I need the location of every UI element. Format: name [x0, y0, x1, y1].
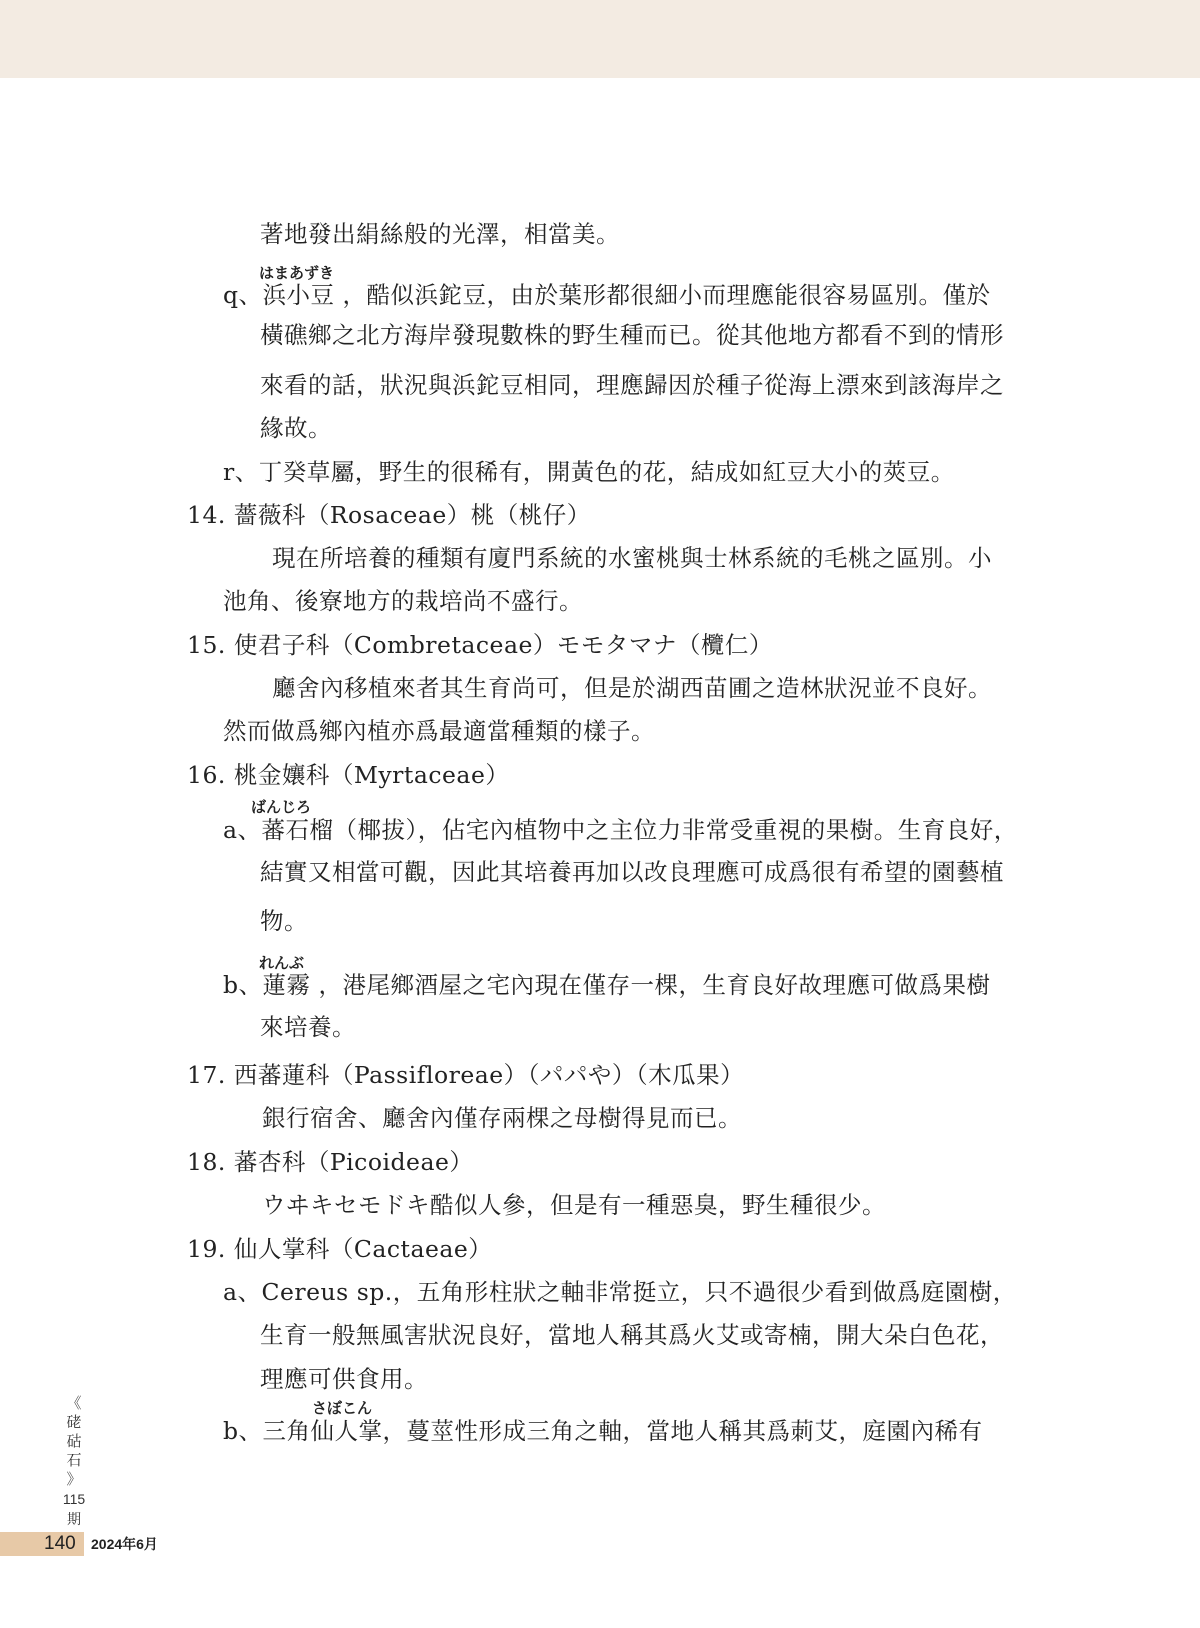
text-line: 現在所培養的種類有廈門系統的水蜜桃與士林系統的毛桃之區別。小	[272, 544, 992, 572]
section-heading-15: 15. 使君子科（Combretaceae）モモタマナ（欖仁）	[187, 631, 773, 659]
text-line: 橫礁鄉之北方海岸發現數株的野生種而已。從其他地方都看不到的情形	[260, 321, 1004, 349]
section-heading-18: 18. 蕃杏科（Picoideae）	[187, 1148, 474, 1176]
text-line: 然而做爲鄉內植亦爲最適當種類的樣子。	[223, 717, 655, 745]
text-line: 物。	[260, 907, 308, 935]
issue-unit: 期	[67, 1512, 81, 1528]
section-heading-19: 19. 仙人掌科（Cactaeae）	[187, 1235, 493, 1263]
list-item-b: b、蓮霧 ，港尾鄉酒屋之宅內現在僅存一棵，生育良好故理應可做爲果樹	[223, 971, 991, 999]
furigana-banjiro: ばんじろ	[251, 798, 312, 816]
text-line: 來看的話，狀況與浜鉈豆相同，理應歸因於種子從海上漂來到該海岸之	[260, 371, 1004, 399]
text-line: ウヰキセモドキ酷似人參，但是有一種惡臭，野生種很少。	[262, 1191, 886, 1219]
text-line: 來培養。	[260, 1013, 356, 1041]
list-item-r: r、丁癸草屬，野生的很稀有，開黃色的花，結成如紅豆大小的莢豆。	[223, 458, 955, 486]
list-item-a: a、Cereus sp.，五角形柱狀之軸非常挺立，只不過很少看到做爲庭園樹，	[223, 1278, 1017, 1306]
text-line: 生育一般無風害狀況良好，當地人稱其爲火艾或寄楠，開大朵白色花，	[260, 1321, 1004, 1349]
issue-number: 115	[62, 1491, 86, 1507]
text-line: 銀行宿舍、廳舍內僅存兩棵之母樹得見而已。	[262, 1104, 742, 1132]
list-item-q: q、浜小豆 ，酷似浜鉈豆，由於葉形都很細小而理應能很容易區別。僅於	[223, 281, 991, 309]
issue-date: 2024年6月	[91, 1536, 158, 1552]
furigana-saboten: さぼこん	[312, 1399, 373, 1417]
text-line: 著地發出絹絲般的光澤，相當美。	[260, 220, 620, 248]
list-item-b: b、三角仙人掌，蔓莖性形成三角之軸，當地人稱其爲莿艾，庭園內稀有	[223, 1417, 983, 1445]
text-line: 緣故。	[260, 414, 332, 442]
text-line: 廳舍內移植來者其生育尚可，但是於湖西苗圃之造林狀況並不良好。	[272, 674, 992, 702]
section-heading-16: 16. 桃金孃科（Myrtaceae）	[187, 761, 510, 789]
furigana-renbu: れんぶ	[259, 954, 305, 972]
journal-title-char: 《	[66, 1394, 82, 1412]
page-number: 140	[44, 1533, 76, 1554]
text-line: 結實又相當可觀，因此其培養再加以改良理應可成爲很有希望的園藝植	[260, 858, 1004, 886]
journal-title-char: 》	[66, 1470, 82, 1488]
list-item-a: a、蕃石榴（椰拔），佔宅內植物中之主位力非常受重視的果樹。生育良好，	[223, 816, 1018, 844]
text-line: 池角、後寮地方的栽培尚不盛行。	[223, 587, 583, 615]
furigana-hamaazuki: はまあずき	[259, 264, 335, 282]
journal-title-char: 𥑮	[66, 1432, 82, 1450]
header-band	[0, 0, 1200, 78]
journal-title	[63, 1394, 85, 1489]
journal-title-char: 硓	[66, 1413, 82, 1431]
section-heading-17: 17. 西蕃蓮科（Passifloreae）（パパや）（木瓜果）	[187, 1061, 745, 1089]
section-heading-14: 14. 薔薇科（Rosaceae）桃（桃仔）	[187, 501, 591, 529]
text-line: 理應可供食用。	[260, 1365, 428, 1393]
journal-title-char: 石	[66, 1451, 82, 1469]
